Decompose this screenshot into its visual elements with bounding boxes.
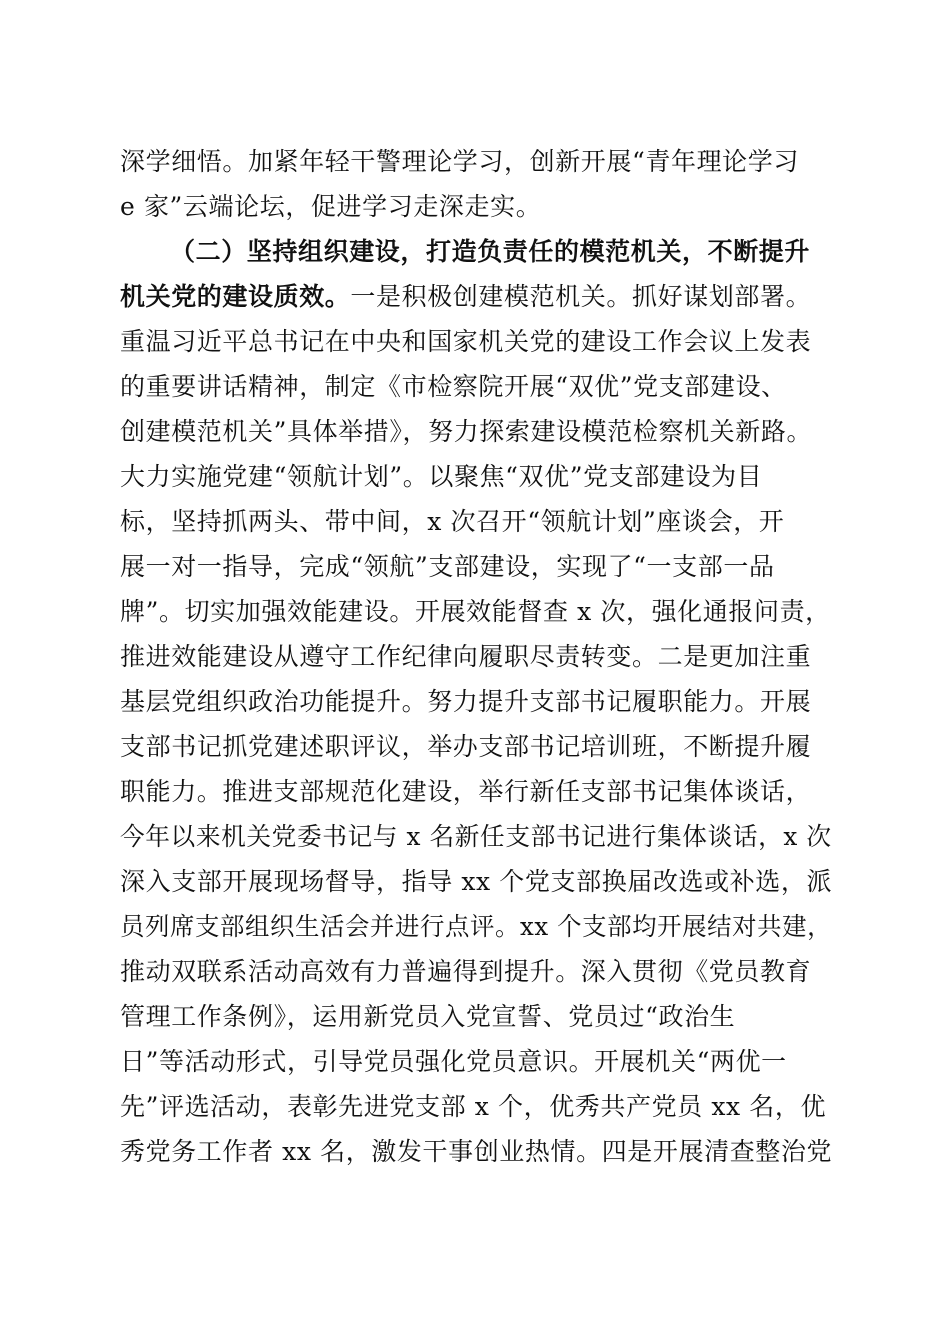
section-heading-line — [120, 277, 832, 317]
body-text-segment: 一是积极创建模范机关。抓好谋划部署。 — [350, 282, 812, 311]
section-heading-text: 机关党的建设质效。 — [120, 282, 351, 311]
body-text-line: 深入支部开展现场督导，指导 xx 个党支部换届改选或补选，派 — [120, 867, 833, 896]
body-text-line: 标，坚持抓两头、带中间，x 次召开“领航计划”座谈会，开 — [120, 507, 785, 536]
body-text-line: 员列席支部组织生活会并进行点评。xx 个支部均开展结对共建， — [120, 912, 833, 941]
body-text-line: e 家”云端论坛，促进学习走深走实。 — [120, 192, 542, 221]
body-text-line: 今年以来机关党委书记与 x 名新任支部书记进行集体谈话，x 次 — [120, 822, 832, 851]
body-text-line: 重温习近平总书记在中央和国家机关党的建设工作会议上发表 — [120, 327, 812, 356]
body-text-line: 管理工作条例》，运用新党员入党宣誓、党员过“政治生 — [120, 1002, 736, 1031]
body-text-line: 推动双联系活动高效有力普遍得到提升。深入贯彻《党员教育 — [120, 957, 812, 986]
body-text-line: 大力实施党建“领航计划”。以聚焦“双优”党支部建设为目 — [120, 462, 763, 491]
body-text-line: 牌”。切实加强效能建设。开展效能督查 x 次，强化通报问责， — [120, 597, 831, 626]
body-text-line: 秀党务工作者 xx 名，激发干事创业热情。四是开展清查整治党 — [120, 1137, 833, 1166]
body-text-line: 先”评选活动，表彰先进党支部 x 个，优秀共产党员 xx 名，优 — [120, 1092, 827, 1121]
section-heading-line: （二）坚持组织建设，打造负责任的模范机关，不断提升 — [170, 237, 811, 266]
body-text-line: 支部书记抓党建述职评议，举办支部书记培训班，不断提升履 — [120, 732, 812, 761]
body-text-line: 职能力。推进支部规范化建设，举行新任支部书记集体谈话， — [120, 777, 812, 806]
body-text-line: 的重要讲话精神，制定《市检察院开展“双优”党支部建设、 — [120, 372, 787, 401]
body-text-line: 展一对一指导，完成“领航”支部建设，实现了“一支部一品 — [120, 552, 775, 581]
body-text-line: 日”等活动形式，引导党员强化党员意识。开展机关“两优一 — [120, 1047, 787, 1076]
body-text-line: 深学细悟。加紧年轻干警理论学习，创新开展“青年理论学习 — [120, 147, 799, 176]
body-text-line: 推进效能建设从遵守工作纪律向履职尽责转变。二是更加注重 — [120, 642, 812, 671]
body-text-line: 基层党组织政治功能提升。努力提升支部书记履职能力。开展 — [120, 687, 812, 716]
body-text-line: 创建模范机关”具体举措》，努力探索建设模范检察机关新路。 — [120, 417, 813, 446]
